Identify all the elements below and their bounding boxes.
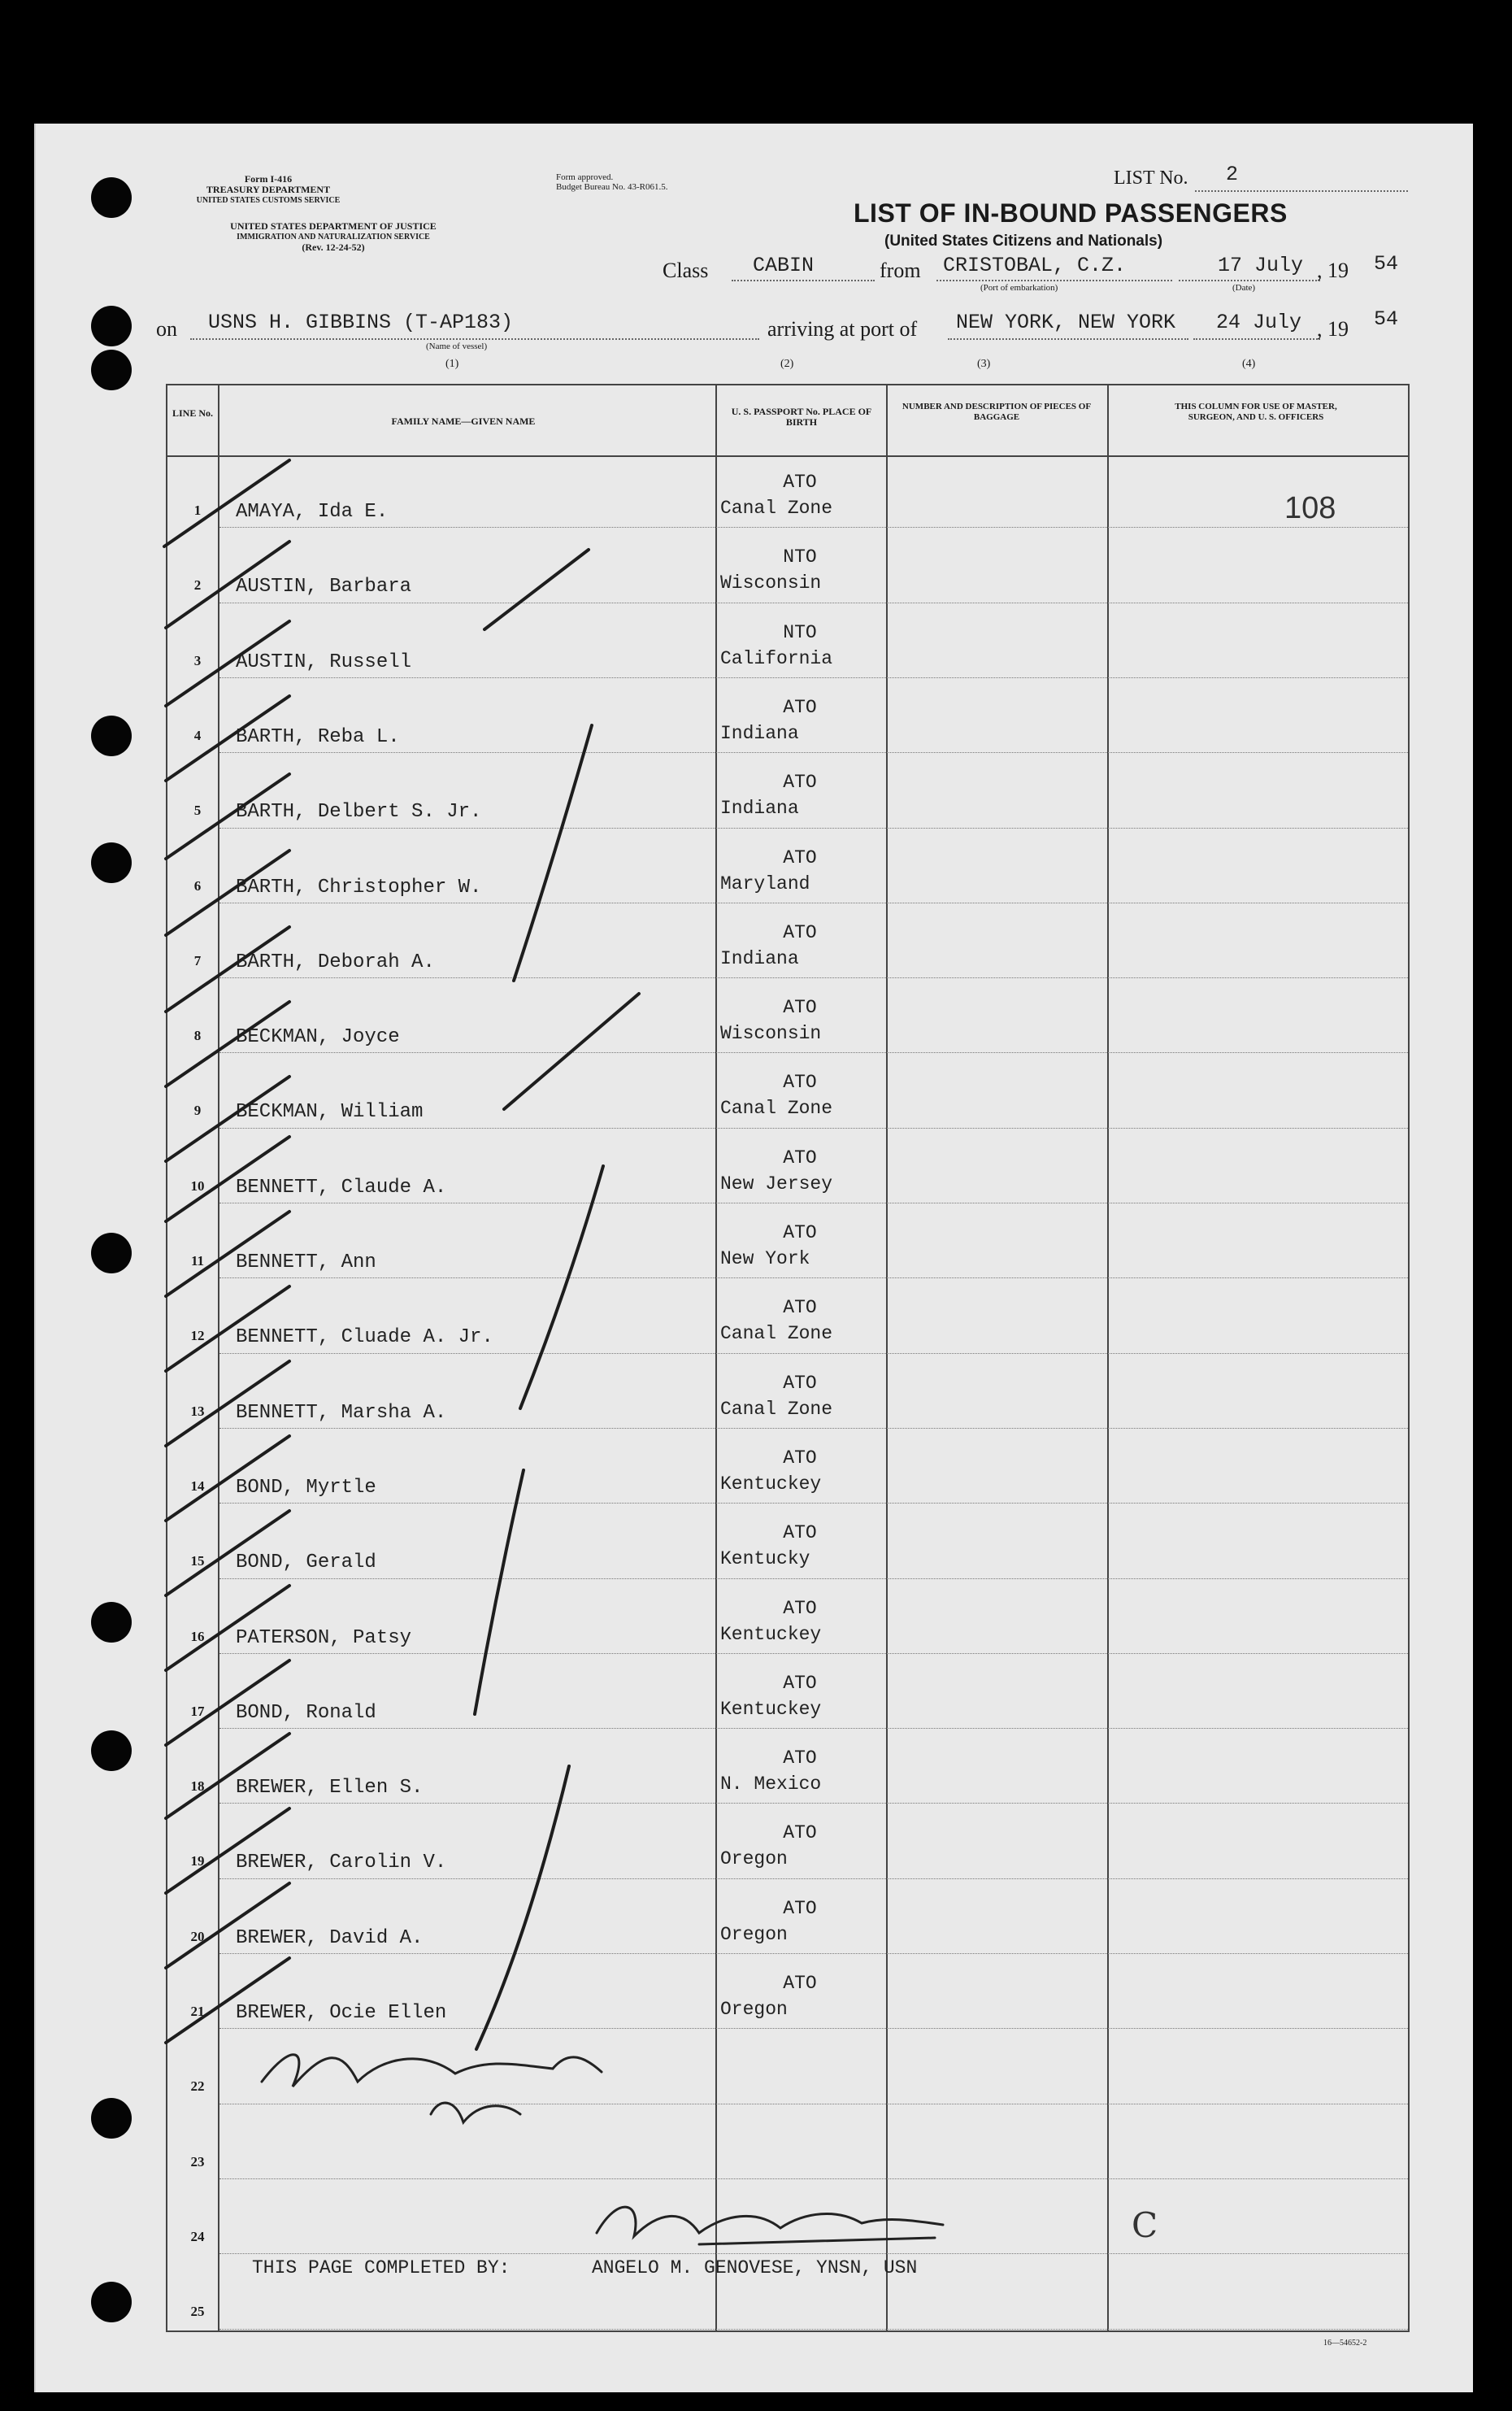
page-title: LIST OF IN-BOUND PASSENGERS bbox=[854, 198, 1288, 228]
passenger-name: BREWER, David A. bbox=[236, 1926, 424, 1949]
arrival-date: 24 July bbox=[1216, 311, 1302, 334]
column-number: (1) bbox=[445, 358, 459, 370]
place-of-birth: New York bbox=[720, 1248, 810, 1269]
from-value: CRISTOBAL, C.Z. bbox=[943, 254, 1127, 277]
customs-label: UNITED STATES CUSTOMS SERVICE bbox=[196, 196, 341, 205]
completed-by-label: THIS PAGE COMPLETED BY: bbox=[252, 2257, 511, 2278]
from-label: from bbox=[880, 259, 921, 282]
line-number: 16 bbox=[190, 1628, 205, 1644]
line-number: 24 bbox=[190, 2228, 205, 2244]
form-approved: Form approved. bbox=[556, 172, 614, 182]
budget-number: Budget Bureau No. 43-R061.5. bbox=[556, 182, 668, 192]
place-of-birth: Wisconsin bbox=[720, 1023, 822, 1045]
line-number: 20 bbox=[190, 1928, 205, 1944]
check-mark bbox=[166, 1958, 289, 2043]
line-number: 5 bbox=[193, 803, 202, 819]
justice-label: UNITED STATES DEPARTMENT OF JUSTICE bbox=[230, 220, 437, 232]
officer-stamp-number: 108 bbox=[1284, 491, 1336, 525]
passport-code: ATO bbox=[783, 921, 817, 943]
line-number: 23 bbox=[190, 2153, 205, 2169]
check-mark bbox=[166, 542, 289, 628]
passenger-name: BECKMAN, Joyce bbox=[236, 1026, 400, 1049]
passenger-name: BARTH, Delbert S. Jr. bbox=[236, 801, 482, 824]
line-number: 2 bbox=[193, 577, 202, 594]
passport-code: ATO bbox=[783, 1297, 817, 1319]
place-of-birth: New Jersey bbox=[720, 1173, 833, 1195]
line-number: 15 bbox=[190, 1553, 205, 1569]
passenger-name: BARTH, Christopher W. bbox=[236, 876, 482, 899]
place-of-birth: Oregon bbox=[720, 1923, 788, 1945]
place-of-birth: Oregon bbox=[720, 1999, 788, 2020]
place-of-birth: Canal Zone bbox=[720, 498, 833, 519]
list-no-label: LIST No. bbox=[1114, 168, 1188, 189]
check-mark bbox=[166, 1212, 289, 1296]
passport-code: ATO bbox=[783, 1072, 817, 1094]
line-number: 6 bbox=[193, 877, 202, 894]
column-number: (3) bbox=[977, 358, 991, 370]
passenger-name: BREWER, Carolin V. bbox=[236, 1852, 447, 1874]
passenger-name: BECKMAN, William bbox=[236, 1101, 424, 1124]
completed-by-name: ANGELO M. GENOVESE, YNSN, USN bbox=[592, 2257, 918, 2278]
passenger-name: BENNETT, Claude A. bbox=[236, 1176, 447, 1199]
header-line-no: LINE No. bbox=[172, 407, 213, 419]
revision-label: (Rev. 12-24-52) bbox=[302, 242, 365, 253]
column-number: (2) bbox=[780, 358, 794, 370]
check-mark bbox=[166, 774, 289, 859]
list-no-value: 2 bbox=[1226, 163, 1239, 186]
passport-code: ATO bbox=[783, 696, 817, 718]
group-slash bbox=[514, 725, 592, 981]
passenger-name: BREWER, Ocie Ellen bbox=[236, 2002, 447, 2024]
column-number: (4) bbox=[1242, 358, 1256, 370]
completed-by-signature bbox=[597, 2207, 943, 2244]
passenger-name: BENNETT, Ann bbox=[236, 1251, 376, 1273]
arrival-year: 54 bbox=[1374, 307, 1399, 331]
vessel-name: USNS H. GIBBINS (T-AP183) bbox=[208, 311, 514, 334]
depart-date: 17 July bbox=[1218, 254, 1304, 277]
depart-year-prefix: , 19 bbox=[1317, 259, 1349, 282]
header-officers: THIS COLUMN FOR USE OF MASTER, SURGEON, AND U. S. OFFICERS bbox=[1175, 402, 1337, 422]
place-of-birth: California bbox=[720, 647, 833, 669]
group-slash bbox=[504, 994, 639, 1109]
place-of-birth: Kentuckey bbox=[720, 1473, 822, 1495]
group-slash bbox=[520, 1166, 603, 1408]
passport-code: ATO bbox=[783, 1822, 817, 1844]
passport-code: ATO bbox=[783, 997, 817, 1019]
place-of-birth: Indiana bbox=[720, 798, 799, 820]
passport-code: NTO bbox=[783, 546, 817, 568]
passenger-name: BOND, Gerald bbox=[236, 1551, 376, 1574]
passenger-name: BOND, Myrtle bbox=[236, 1476, 376, 1499]
place-of-birth: Indiana bbox=[720, 722, 799, 744]
place-of-birth: Kentuckey bbox=[720, 1698, 822, 1720]
line-number: 14 bbox=[190, 1477, 205, 1494]
line-number: 8 bbox=[193, 1028, 202, 1044]
line-number: 22 bbox=[190, 2078, 205, 2095]
form-number: Form I-416 bbox=[244, 173, 293, 185]
header-passport: U. S. PASSPORT No. PLACE OF BIRTH bbox=[731, 406, 872, 428]
header-baggage: NUMBER AND DESCRIPTION OF PIECES OF BAGGAGE bbox=[902, 402, 1092, 422]
passenger-name: AMAYA, Ida E. bbox=[236, 501, 389, 523]
passport-code: ATO bbox=[783, 1147, 817, 1169]
passenger-name: BENNETT, Cluade A. Jr. bbox=[236, 1326, 493, 1349]
arriving-label: arriving at port of bbox=[767, 317, 918, 341]
place-of-birth: Wisconsin bbox=[720, 572, 822, 594]
line-number: 25 bbox=[190, 2304, 205, 2320]
passenger-name: BREWER, Ellen S. bbox=[236, 1777, 424, 1800]
header-name: FAMILY NAME—GIVEN NAME bbox=[391, 416, 536, 427]
place-of-birth: N. Mexico bbox=[720, 1773, 822, 1795]
check-mark bbox=[166, 1883, 289, 1968]
passport-code: ATO bbox=[783, 472, 817, 493]
check-mark bbox=[166, 1361, 289, 1446]
officer-mark: C bbox=[1132, 2205, 1158, 2245]
line-number: 9 bbox=[193, 1103, 202, 1119]
officer-signature bbox=[262, 2055, 602, 2122]
passenger-name: AUSTIN, Russell bbox=[236, 651, 412, 673]
place-of-birth: Maryland bbox=[720, 873, 810, 894]
immigration-label: IMMIGRATION AND NATURALIZATION SERVICE bbox=[237, 233, 430, 242]
line-number: 3 bbox=[193, 652, 202, 668]
line-number: 17 bbox=[190, 1703, 205, 1719]
passport-code: ATO bbox=[783, 1522, 817, 1544]
print-code: 16—54652-2 bbox=[1323, 2339, 1367, 2348]
place-of-birth: Canal Zone bbox=[720, 1398, 833, 1420]
line-number: 10 bbox=[190, 1177, 205, 1194]
passport-code: ATO bbox=[783, 1973, 817, 1994]
page-subtitle: (United States Citizens and Nationals) bbox=[884, 233, 1163, 250]
check-mark bbox=[166, 927, 289, 1012]
check-mark bbox=[166, 696, 289, 781]
line-number: 7 bbox=[193, 952, 202, 968]
place-of-birth: Canal Zone bbox=[720, 1323, 833, 1345]
place-of-birth: Indiana bbox=[720, 947, 799, 969]
line-number: 11 bbox=[190, 1253, 205, 1269]
group-slash bbox=[475, 1470, 524, 1714]
place-of-birth: Kentuckey bbox=[720, 1623, 822, 1645]
line-number: 4 bbox=[193, 727, 202, 743]
place-of-birth: Oregon bbox=[720, 1848, 788, 1870]
check-mark bbox=[166, 621, 289, 706]
passenger-name: BARTH, Deborah A. bbox=[236, 951, 435, 973]
line-number: 13 bbox=[190, 1403, 205, 1419]
passport-code: ATO bbox=[783, 1447, 817, 1469]
passport-code: ATO bbox=[783, 1597, 817, 1619]
treasury-label: TREASURY DEPARTMENT bbox=[206, 184, 331, 195]
passenger-name: PATERSON, Patsy bbox=[236, 1626, 412, 1649]
on-label: on bbox=[156, 317, 177, 341]
check-mark bbox=[166, 1286, 289, 1371]
line-number: 19 bbox=[190, 1853, 205, 1869]
passport-code: ATO bbox=[783, 1747, 817, 1769]
line-number: 18 bbox=[190, 1778, 205, 1795]
class-value: CABIN bbox=[753, 254, 815, 277]
place-of-birth: Canal Zone bbox=[720, 1098, 833, 1120]
place-of-birth: Kentucky bbox=[720, 1548, 810, 1570]
depart-year: 54 bbox=[1374, 252, 1399, 276]
check-mark bbox=[166, 1660, 289, 1745]
passport-code: ATO bbox=[783, 1897, 817, 1919]
embarkation-note: (Port of embarkation) bbox=[980, 283, 1058, 293]
check-mark bbox=[166, 1586, 289, 1670]
passport-code: ATO bbox=[783, 1672, 817, 1694]
vessel-note: (Name of vessel) bbox=[426, 342, 488, 351]
check-mark bbox=[166, 851, 289, 935]
passport-code: NTO bbox=[783, 621, 817, 643]
check-mark bbox=[166, 1808, 289, 1893]
passenger-name: BARTH, Reba L. bbox=[236, 725, 400, 748]
passport-code: ATO bbox=[783, 1222, 817, 1243]
group-slash bbox=[476, 1766, 569, 2049]
check-mark bbox=[166, 1436, 289, 1521]
passenger-name: AUSTIN, Barbara bbox=[236, 576, 412, 598]
passport-code: ATO bbox=[783, 1372, 817, 1394]
class-label: Class bbox=[663, 259, 709, 282]
check-mark bbox=[166, 1002, 289, 1086]
passport-code: ATO bbox=[783, 846, 817, 868]
passenger-name: BOND, Ronald bbox=[236, 1701, 376, 1724]
arrival-port: NEW YORK, NEW YORK bbox=[956, 311, 1176, 334]
passenger-name: BENNETT, Marsha A. bbox=[236, 1401, 447, 1424]
group-slash bbox=[484, 550, 589, 629]
check-mark bbox=[166, 1511, 289, 1595]
line-number: 12 bbox=[190, 1328, 205, 1344]
check-mark bbox=[164, 460, 289, 546]
arrival-year-prefix: , 19 bbox=[1317, 317, 1349, 341]
depart-date-note: (Date) bbox=[1232, 283, 1256, 293]
line-number: 21 bbox=[190, 2004, 205, 2019]
line-number: 1 bbox=[193, 503, 202, 518]
passport-code: ATO bbox=[783, 772, 817, 794]
check-mark bbox=[166, 1734, 289, 1818]
